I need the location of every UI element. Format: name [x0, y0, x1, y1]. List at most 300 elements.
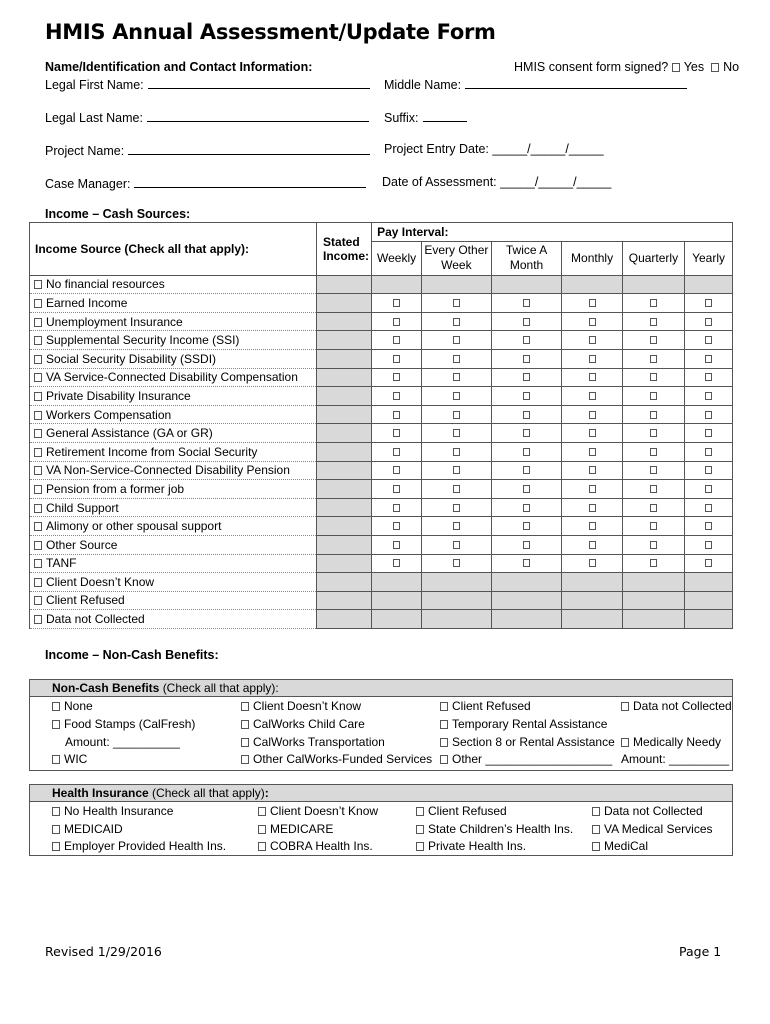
income-source-option[interactable]: Earned Income [30, 294, 317, 313]
checkbox-icon[interactable] [453, 429, 460, 437]
interval-checkbox-cell[interactable] [372, 461, 422, 480]
checkbox-icon[interactable] [589, 485, 596, 493]
temp-rental-option[interactable]: Temporary Rental Assistance [440, 717, 607, 731]
health-insurance-option[interactable]: No Health Insurance [52, 804, 173, 818]
disabled-cell [491, 591, 562, 610]
checkbox-icon[interactable] [416, 825, 424, 834]
checkbox-icon[interactable] [650, 373, 657, 381]
project-entry-date-field[interactable]: Project Entry Date: _____/_____/_____ [384, 142, 604, 156]
checkbox-icon[interactable] [453, 336, 460, 344]
interval-checkbox-cell[interactable] [491, 312, 562, 331]
checkbox-icon[interactable] [650, 541, 657, 549]
interval-checkbox-cell[interactable] [491, 442, 562, 461]
income-source-option[interactable]: Workers Compensation [30, 405, 317, 424]
checkbox-icon[interactable] [650, 299, 657, 307]
case-manager-field[interactable]: Case Manager: [45, 175, 366, 191]
stated-income-cell [317, 610, 372, 629]
checkbox-icon[interactable] [650, 466, 657, 474]
interval-checkbox-cell[interactable] [562, 312, 622, 331]
checkbox-icon[interactable] [523, 485, 530, 493]
checkbox-icon[interactable] [453, 355, 460, 363]
interval-checkbox-cell[interactable] [562, 368, 622, 387]
stated-income-cell[interactable] [317, 349, 372, 368]
interval-checkbox-cell[interactable] [562, 442, 622, 461]
interval-checkbox-cell[interactable] [562, 349, 622, 368]
interval-checkbox-cell[interactable] [685, 387, 733, 406]
checkbox-icon[interactable] [705, 299, 712, 307]
stated-income-cell[interactable] [317, 424, 372, 443]
health-insurance-option[interactable]: COBRA Health Ins. [258, 839, 373, 853]
income-source-option[interactable]: Client Doesn’t Know [30, 573, 317, 592]
checkbox-icon[interactable] [393, 355, 400, 363]
checkbox-icon[interactable] [34, 485, 42, 494]
interval-checkbox-cell[interactable] [372, 498, 422, 517]
income-row [30, 424, 733, 443]
checkbox-icon[interactable] [705, 373, 712, 381]
income-source-option[interactable]: Supplemental Security Income (SSI) [30, 331, 317, 350]
interval-checkbox-cell[interactable] [491, 387, 562, 406]
interval-checkbox-cell[interactable] [562, 294, 622, 313]
stated-income-cell[interactable] [317, 480, 372, 499]
checkbox-icon[interactable] [34, 448, 42, 457]
checkbox-icon[interactable] [589, 318, 596, 326]
interval-checkbox-cell[interactable] [562, 424, 622, 443]
interval-checkbox-cell[interactable] [685, 554, 733, 573]
checkbox-icon[interactable] [705, 466, 712, 474]
income-row [30, 535, 733, 554]
checkbox-icon[interactable] [34, 429, 42, 438]
stated-income-cell[interactable] [317, 312, 372, 331]
interval-checkbox-cell[interactable] [422, 405, 492, 424]
interval-checkbox-cell[interactable] [372, 349, 422, 368]
checkbox-icon[interactable] [34, 355, 42, 364]
income-source-option[interactable]: General Assistance (GA or GR) [30, 424, 317, 443]
project-name-field[interactable]: Project Name: [45, 142, 370, 158]
checkbox-icon[interactable] [453, 318, 460, 326]
medically-needy-amount-field[interactable]: Amount: _________ [621, 752, 730, 766]
checkbox-icon[interactable] [453, 504, 460, 512]
interval-checkbox-cell[interactable] [622, 554, 684, 573]
interval-checkbox-cell[interactable] [372, 331, 422, 350]
checkbox-icon[interactable] [393, 559, 400, 567]
interval-checkbox-cell[interactable] [685, 480, 733, 499]
checkbox-icon[interactable] [705, 541, 712, 549]
checkbox-icon[interactable] [453, 299, 460, 307]
stated-income-cell[interactable] [317, 294, 372, 313]
checkbox-icon[interactable] [589, 411, 596, 419]
interval-checkbox-cell[interactable] [491, 517, 562, 536]
checkbox-icon[interactable] [523, 466, 530, 474]
interval-checkbox-cell[interactable] [372, 442, 422, 461]
interval-checkbox-cell[interactable] [685, 424, 733, 443]
interval-header-2: Twice A Month [491, 241, 562, 275]
stated-income-cell[interactable] [317, 405, 372, 424]
interval-checkbox-cell[interactable] [422, 535, 492, 554]
income-source-option[interactable]: Pension from a former job [30, 480, 317, 499]
checkbox-icon[interactable] [650, 522, 657, 530]
interval-checkbox-cell[interactable] [422, 294, 492, 313]
checkbox-icon[interactable] [34, 522, 42, 531]
checkbox-icon[interactable] [34, 596, 42, 605]
health-insurance-option[interactable]: Client Doesn’t Know [258, 804, 378, 818]
checkbox-icon[interactable] [650, 485, 657, 493]
checkbox-icon[interactable] [258, 842, 266, 851]
interval-checkbox-cell[interactable] [491, 331, 562, 350]
disabled-cell [422, 610, 492, 629]
interval-checkbox-cell[interactable] [622, 405, 684, 424]
interval-checkbox-cell[interactable] [422, 387, 492, 406]
checkbox-icon[interactable] [34, 541, 42, 550]
checkbox-icon[interactable] [453, 466, 460, 474]
stated-income-cell[interactable] [317, 461, 372, 480]
calworks-transport-option[interactable]: CalWorks Transportation [241, 735, 385, 749]
checkbox-icon[interactable] [705, 485, 712, 493]
checkbox-icon[interactable] [453, 541, 460, 549]
checkbox-icon[interactable] [705, 336, 712, 344]
interval-checkbox-cell[interactable] [622, 349, 684, 368]
checkbox-icon[interactable] [650, 504, 657, 512]
interval-checkbox-cell[interactable] [562, 480, 622, 499]
checkbox-icon[interactable] [416, 807, 424, 816]
interval-checkbox-cell[interactable] [422, 554, 492, 573]
checkbox-icon[interactable] [523, 355, 530, 363]
checkbox-icon[interactable] [705, 318, 712, 326]
noncash-none-option[interactable]: None [52, 699, 93, 713]
suffix-field[interactable]: Suffix: [384, 109, 467, 125]
checkbox-icon[interactable] [453, 559, 460, 567]
checkbox-icon[interactable] [650, 355, 657, 363]
consent-no-checkbox[interactable] [711, 63, 719, 72]
checkbox-icon[interactable] [705, 448, 712, 456]
checkbox-icon[interactable] [453, 485, 460, 493]
checkbox-icon[interactable] [416, 842, 424, 851]
interval-checkbox-cell[interactable] [422, 480, 492, 499]
checkbox-icon[interactable] [523, 522, 530, 530]
checkbox-icon[interactable] [592, 807, 600, 816]
income-source-option[interactable]: No financial resources [30, 275, 317, 294]
other-calworks-option[interactable]: Other CalWorks-Funded Services [241, 752, 432, 766]
health-insurance-option[interactable]: MEDICAID [52, 822, 123, 836]
checkbox-icon[interactable] [453, 411, 460, 419]
section8-option[interactable]: Section 8 or Rental Assistance [440, 735, 615, 749]
checkbox-icon[interactable] [52, 825, 60, 834]
checkbox-icon[interactable] [589, 541, 596, 549]
checkbox-icon[interactable] [393, 392, 400, 400]
stated-income-cell[interactable] [317, 554, 372, 573]
health-insurance-option[interactable]: State Children’s Health Ins. [416, 822, 573, 836]
income-source-header: Income Source (Check all that apply): [30, 223, 317, 276]
income-row [30, 312, 733, 331]
checkbox-icon[interactable] [705, 392, 712, 400]
interval-checkbox-cell[interactable] [422, 349, 492, 368]
checkbox-icon[interactable] [453, 373, 460, 381]
checkbox-icon[interactable] [589, 336, 596, 344]
checkbox-icon[interactable] [523, 336, 530, 344]
checkbox-icon[interactable] [393, 318, 400, 326]
checkbox-icon[interactable] [34, 299, 42, 308]
interval-checkbox-cell[interactable] [491, 294, 562, 313]
medically-needy-option[interactable]: Medically Needy [621, 735, 721, 749]
income-source-option[interactable]: TANF [30, 554, 317, 573]
interval-checkbox-cell[interactable] [422, 368, 492, 387]
income-source-option[interactable]: Private Disability Insurance [30, 387, 317, 406]
checkbox-icon[interactable] [34, 336, 42, 345]
middle-name-field[interactable]: Middle Name: [384, 76, 687, 92]
checkbox-icon[interactable] [34, 318, 42, 327]
income-source-option[interactable]: Alimony or other spousal support [30, 517, 317, 536]
interval-checkbox-cell[interactable] [685, 517, 733, 536]
checkbox-icon[interactable] [705, 504, 712, 512]
checkbox-icon[interactable] [650, 429, 657, 437]
checkbox-icon[interactable] [589, 522, 596, 530]
health-insurance-option[interactable]: MediCal [592, 839, 648, 853]
interval-checkbox-cell[interactable] [372, 517, 422, 536]
interval-checkbox-cell[interactable] [685, 442, 733, 461]
income-cash-heading: Income – Cash Sources: [45, 207, 191, 221]
checkbox-icon[interactable] [523, 541, 530, 549]
interval-checkbox-cell[interactable] [562, 405, 622, 424]
interval-checkbox-cell[interactable] [491, 461, 562, 480]
income-source-option[interactable]: Social Security Disability (SSDI) [30, 349, 317, 368]
interval-checkbox-cell[interactable] [372, 424, 422, 443]
interval-checkbox-cell[interactable] [622, 461, 684, 480]
checkbox-icon[interactable] [453, 522, 460, 530]
interval-checkbox-cell[interactable] [685, 405, 733, 424]
interval-checkbox-cell[interactable] [562, 535, 622, 554]
checkbox-icon[interactable] [589, 373, 596, 381]
checkbox-icon[interactable] [393, 541, 400, 549]
checkbox-icon[interactable] [393, 522, 400, 530]
legal-first-name-field[interactable]: Legal First Name: [45, 76, 370, 92]
checkbox-icon[interactable] [650, 318, 657, 326]
stated-income-cell [317, 573, 372, 592]
checkbox-icon[interactable] [258, 807, 266, 816]
checkbox-icon[interactable] [52, 807, 60, 816]
interval-checkbox-cell[interactable] [491, 498, 562, 517]
interval-checkbox-cell[interactable] [422, 424, 492, 443]
health-insurance-option[interactable]: Data not Collected [592, 804, 703, 818]
income-source-option[interactable]: Other Source [30, 535, 317, 554]
interval-checkbox-cell[interactable] [685, 349, 733, 368]
checkbox-icon[interactable] [393, 373, 400, 381]
interval-checkbox-cell[interactable] [562, 387, 622, 406]
interval-checkbox-cell[interactable] [491, 368, 562, 387]
checkbox-icon[interactable] [393, 429, 400, 437]
interval-checkbox-cell[interactable] [422, 498, 492, 517]
checkbox-icon[interactable] [589, 429, 596, 437]
checkbox-icon[interactable] [650, 559, 657, 567]
interval-checkbox-cell[interactable] [562, 517, 622, 536]
interval-checkbox-cell[interactable] [491, 554, 562, 573]
interval-checkbox-cell[interactable] [685, 368, 733, 387]
disabled-cell [562, 573, 622, 592]
stated-income-cell[interactable] [317, 498, 372, 517]
health-insurance-option[interactable]: MEDICARE [258, 822, 333, 836]
interval-checkbox-cell[interactable] [685, 294, 733, 313]
checkbox-icon[interactable] [589, 504, 596, 512]
checkbox-icon[interactable] [34, 373, 42, 382]
interval-checkbox-cell[interactable] [622, 368, 684, 387]
checkbox-icon[interactable] [34, 466, 42, 475]
checkbox-icon[interactable] [34, 615, 42, 624]
checkbox-icon[interactable] [589, 392, 596, 400]
interval-checkbox-cell[interactable] [491, 405, 562, 424]
interval-checkbox-cell[interactable] [685, 331, 733, 350]
interval-checkbox-cell[interactable] [372, 312, 422, 331]
interval-checkbox-cell[interactable] [372, 368, 422, 387]
checkbox-icon[interactable] [523, 411, 530, 419]
noncash-dont-know-option[interactable]: Client Doesn’t Know [241, 699, 361, 713]
interval-checkbox-cell[interactable] [372, 387, 422, 406]
checkbox-icon[interactable] [34, 392, 42, 401]
checkbox-icon[interactable] [523, 318, 530, 326]
checkbox-icon[interactable] [393, 411, 400, 419]
stated-income-cell[interactable] [317, 387, 372, 406]
interval-checkbox-cell[interactable] [372, 535, 422, 554]
page-number: Page 1 [679, 944, 722, 959]
checkbox-icon[interactable] [523, 299, 530, 307]
noncash-other-option[interactable]: Other ___________________ [440, 752, 612, 766]
interval-checkbox-cell[interactable] [491, 480, 562, 499]
interval-checkbox-cell[interactable] [372, 554, 422, 573]
stated-income-header: Stated Income: [317, 223, 372, 276]
interval-checkbox-cell[interactable] [491, 424, 562, 443]
interval-checkbox-cell[interactable] [622, 424, 684, 443]
checkbox-icon[interactable] [393, 466, 400, 474]
interval-checkbox-cell[interactable] [622, 294, 684, 313]
interval-checkbox-cell[interactable] [372, 405, 422, 424]
checkbox-icon[interactable] [523, 504, 530, 512]
checkbox-icon[interactable] [592, 825, 600, 834]
stated-income-cell[interactable] [317, 517, 372, 536]
checkbox-icon[interactable] [523, 373, 530, 381]
interval-checkbox-cell[interactable] [422, 461, 492, 480]
checkbox-icon[interactable] [589, 466, 596, 474]
checkbox-icon[interactable] [393, 504, 400, 512]
health-insurance-option[interactable]: VA Medical Services [592, 822, 713, 836]
interval-checkbox-cell[interactable] [685, 312, 733, 331]
checkbox-icon[interactable] [650, 411, 657, 419]
wic-option[interactable]: WIC [52, 752, 87, 766]
interval-checkbox-cell[interactable] [685, 535, 733, 554]
interval-checkbox-cell[interactable] [422, 312, 492, 331]
legal-last-name-field[interactable]: Legal Last Name: [45, 109, 369, 125]
checkbox-icon[interactable] [453, 448, 460, 456]
food-stamps-option[interactable]: Food Stamps (CalFresh) [52, 717, 195, 731]
checkbox-icon[interactable] [393, 336, 400, 344]
income-row [30, 610, 733, 629]
interval-checkbox-cell[interactable] [422, 517, 492, 536]
checkbox-icon[interactable] [393, 448, 400, 456]
disabled-cell [422, 591, 492, 610]
income-source-option[interactable]: Child Support [30, 498, 317, 517]
food-stamps-amount-field[interactable]: Amount: __________ [65, 735, 180, 749]
health-insurance-option[interactable]: Client Refused [416, 804, 507, 818]
checkbox-icon[interactable] [705, 429, 712, 437]
checkbox-icon[interactable] [523, 392, 530, 400]
interval-checkbox-cell[interactable] [622, 331, 684, 350]
income-source-option[interactable]: Data not Collected [30, 610, 317, 629]
checkbox-icon[interactable] [523, 429, 530, 437]
interval-checkbox-cell[interactable] [491, 535, 562, 554]
income-source-option[interactable]: Unemployment Insurance [30, 312, 317, 331]
interval-checkbox-cell[interactable] [422, 331, 492, 350]
checkbox-icon[interactable] [34, 578, 42, 587]
interval-checkbox-cell[interactable] [562, 498, 622, 517]
health-insurance-option[interactable]: Employer Provided Health Ins. [52, 839, 226, 853]
stated-income-cell[interactable] [317, 535, 372, 554]
interval-checkbox-cell[interactable] [622, 387, 684, 406]
checkbox-icon[interactable] [34, 280, 42, 289]
checkbox-icon[interactable] [705, 411, 712, 419]
checkbox-icon[interactable] [34, 411, 42, 420]
interval-checkbox-cell[interactable] [685, 461, 733, 480]
checkbox-icon[interactable] [393, 485, 400, 493]
checkbox-icon[interactable] [258, 825, 266, 834]
interval-checkbox-cell[interactable] [491, 349, 562, 368]
checkbox-icon[interactable] [589, 559, 596, 567]
checkbox-icon[interactable] [523, 559, 530, 567]
noncash-refused-option[interactable]: Client Refused [440, 699, 531, 713]
stated-income-cell[interactable] [317, 331, 372, 350]
checkbox-icon[interactable] [705, 355, 712, 363]
health-insurance-option[interactable]: Private Health Ins. [416, 839, 526, 853]
interval-checkbox-cell[interactable] [622, 535, 684, 554]
income-source-option[interactable]: Client Refused [30, 591, 317, 610]
noncash-not-collected-option[interactable]: Data not Collected [621, 699, 732, 713]
assessment-date-field[interactable]: Date of Assessment: _____/_____/_____ [382, 175, 612, 189]
interval-checkbox-cell[interactable] [562, 461, 622, 480]
interval-checkbox-cell[interactable] [622, 312, 684, 331]
consent-yes-checkbox[interactable] [672, 63, 680, 72]
checkbox-icon[interactable] [589, 299, 596, 307]
checkbox-icon[interactable] [34, 504, 42, 513]
interval-checkbox-cell[interactable] [422, 442, 492, 461]
interval-checkbox-cell[interactable] [622, 442, 684, 461]
checkbox-icon[interactable] [650, 448, 657, 456]
checkbox-icon[interactable] [453, 392, 460, 400]
income-row [30, 591, 733, 610]
interval-checkbox-cell[interactable] [562, 554, 622, 573]
interval-checkbox-cell[interactable] [622, 498, 684, 517]
interval-checkbox-cell[interactable] [622, 517, 684, 536]
stated-income-cell[interactable] [317, 442, 372, 461]
income-source-option[interactable]: VA Non-Service-Connected Disability Pension [30, 461, 317, 480]
checkbox-icon[interactable] [589, 448, 596, 456]
interval-checkbox-cell[interactable] [372, 294, 422, 313]
checkbox-icon[interactable] [34, 559, 42, 568]
checkbox-icon[interactable] [393, 299, 400, 307]
pay-interval-header: Pay Interval: [372, 223, 733, 242]
checkbox-icon[interactable] [592, 842, 600, 851]
checkbox-icon[interactable] [589, 355, 596, 363]
interval-checkbox-cell[interactable] [562, 331, 622, 350]
checkbox-icon[interactable] [523, 448, 530, 456]
stated-income-cell[interactable] [317, 368, 372, 387]
checkbox-icon[interactable] [705, 559, 712, 567]
checkbox-icon[interactable] [650, 336, 657, 344]
checkbox-icon[interactable] [705, 522, 712, 530]
interval-checkbox-cell[interactable] [372, 480, 422, 499]
checkbox-icon[interactable] [650, 392, 657, 400]
income-source-option[interactable]: Retirement Income from Social Security [30, 442, 317, 461]
calworks-child-care-option[interactable]: CalWorks Child Care [241, 717, 365, 731]
checkbox-icon[interactable] [52, 842, 60, 851]
interval-checkbox-cell[interactable] [685, 498, 733, 517]
interval-checkbox-cell[interactable] [622, 480, 684, 499]
income-noncash-heading: Income – Non-Cash Benefits: [45, 648, 219, 662]
income-source-option[interactable]: VA Service-Connected Disability Compensation [30, 368, 317, 387]
